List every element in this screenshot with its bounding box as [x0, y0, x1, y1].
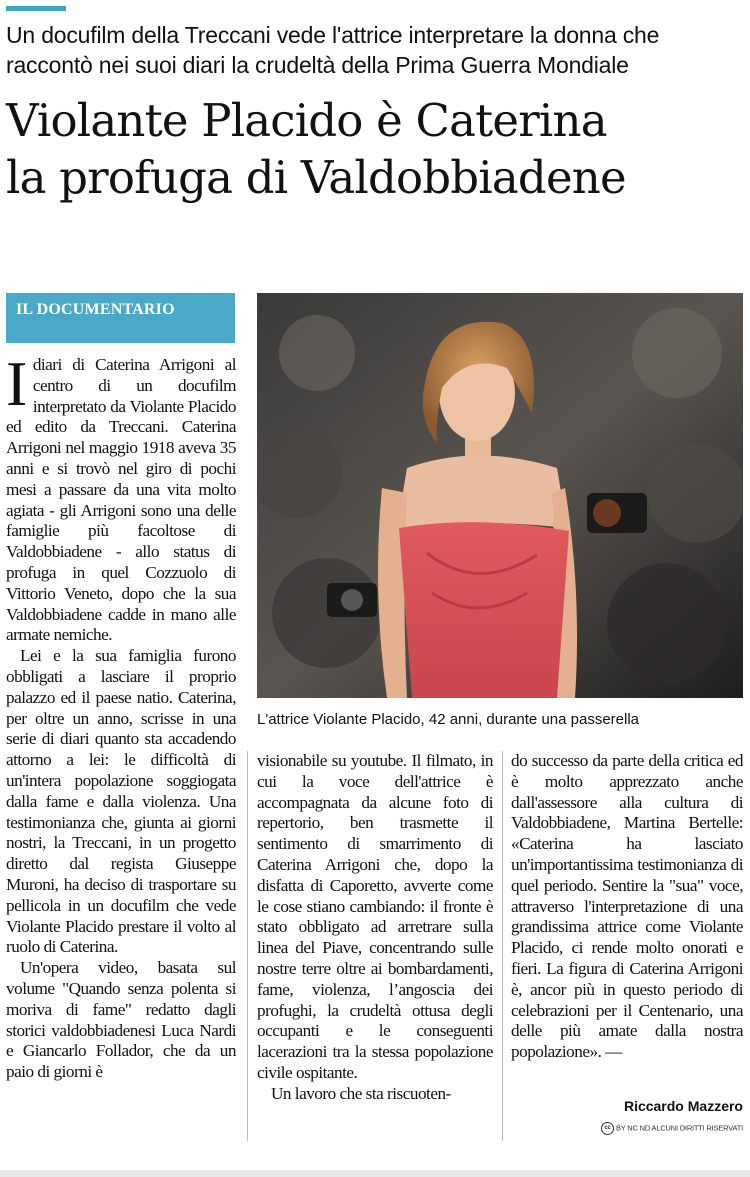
bottom-strip [0, 1170, 750, 1177]
column-divider [502, 751, 503, 1141]
kicker-subtitle: Un docufilm della Treccani vede l'attrice interpretare la donna che raccontò nei suoi diari la crudeltà della Prima Guerra Mondiale [6, 22, 660, 78]
headline-line-2: la profuga di Valdobbiadene [6, 151, 626, 204]
headline [6, 92, 746, 206]
author-byline: Riccardo Mazzero [623, 1098, 743, 1114]
paragraph: do successo da parte della critica ed è molto apprezzato anche dall'assessore alla cultura di Valdobbiadene, Martina Bertelle: «Caterina ha lasciato un'importantissima testimonianza di quel periodo. Sentire la "sua" voce, attraverso l'interpretazione di una grandissima attrice come Violante Placido, ci rende molto onorati e fieri. La figura di Caterina Arrigoni è, ancor più in questo periodo di celebrazioni per il Centenario, una delle più amate dalla nostra popolazione». — [511, 751, 743, 1062]
license-notice [560, 1122, 743, 1135]
paragraph: Un'opera video, basata sul volume "Quando senza polenta si moriva di fame" redatto dagli storici valdobbiadenesi Luca Nardi e Giancarlo Follador, che da un paio di giorni è [6, 958, 236, 1082]
paragraph-text: diari di Caterina Arrigoni al centro di un docufilm interpretato da Violante Placido ed edito da Treccani. Caterina Arrigoni nel maggio 1918 aveva 35 anni e si trovò nel giro di pochi mesi a passare da una vita molto agiata - gli Arrigoni sono una delle famiglie più facoltose di Valdobbiadene - allo status di profuga in quel Cozzuolo di Vittorio Veneto, dopo che la sua Valdobbiadene cadde in mano alle armate nemiche. [6, 355, 236, 645]
headline-line-1: Violante Placido è Caterina [6, 94, 607, 147]
dropcap: I [6, 348, 27, 419]
accent-bar [6, 6, 66, 11]
photo-caption: L'attrice Violante Placido, 42 anni, durante una passerella [257, 711, 640, 728]
article-photo [257, 293, 743, 698]
photo-actress-red-dress [257, 293, 743, 698]
column-divider [247, 751, 248, 1141]
article-column-3 [511, 751, 743, 1063]
article-column-1 [6, 348, 236, 1083]
article-column-2 [257, 751, 493, 1105]
cc-icon: cc [601, 1122, 614, 1135]
paragraph: visionabile su youtube. Il filmato, in cui la voce dell'attrice è accompagnata da alcune foto di repertorio, ben trasmette il sentimento di smarrimento di Caterina Arrigoni che, dopo la disfatta di Caporetto, avverte come le cose stiano cambiando: il fronte è stato obbligato ad arretrare sulla linea del Piave, concentrando sulle nostre terre oltre ai bombardamenti, fame, violenza, l’angoscia dei profughi, la crudeltà ottusa degli occupanti e le conseguenti lacerazioni tra la stessa popolazione civile ospitante. [257, 751, 493, 1082]
paragraph: Un lavoro che sta riscuoten- [271, 1083, 451, 1103]
section-label: IL DOCUMENTARIO [6, 293, 235, 343]
paragraph: Lei e la sua famiglia furono obbligati a lasciare il proprio palazzo ed il paese natio. Caterina, per oltre un anno, scrisse in una serie di diari quanto sta accadendo attorno a lei: le difficoltà di un'intera popolazione soggiogata dalla fame e dalla violenza. Una testimonianza che, giunta ai giorni nostri, la Treccani, in un progetto diretto dal regista Giuseppe Muroni, ha deciso di trasportare su pellicola in un docufilm che vede Violante Placido prestare il volto al ruolo di Caterina. [6, 646, 236, 957]
paragraph [6, 348, 236, 646]
license-text: BY NC ND ALCUNI DIRITTI RISERVATI [615, 1123, 743, 1133]
